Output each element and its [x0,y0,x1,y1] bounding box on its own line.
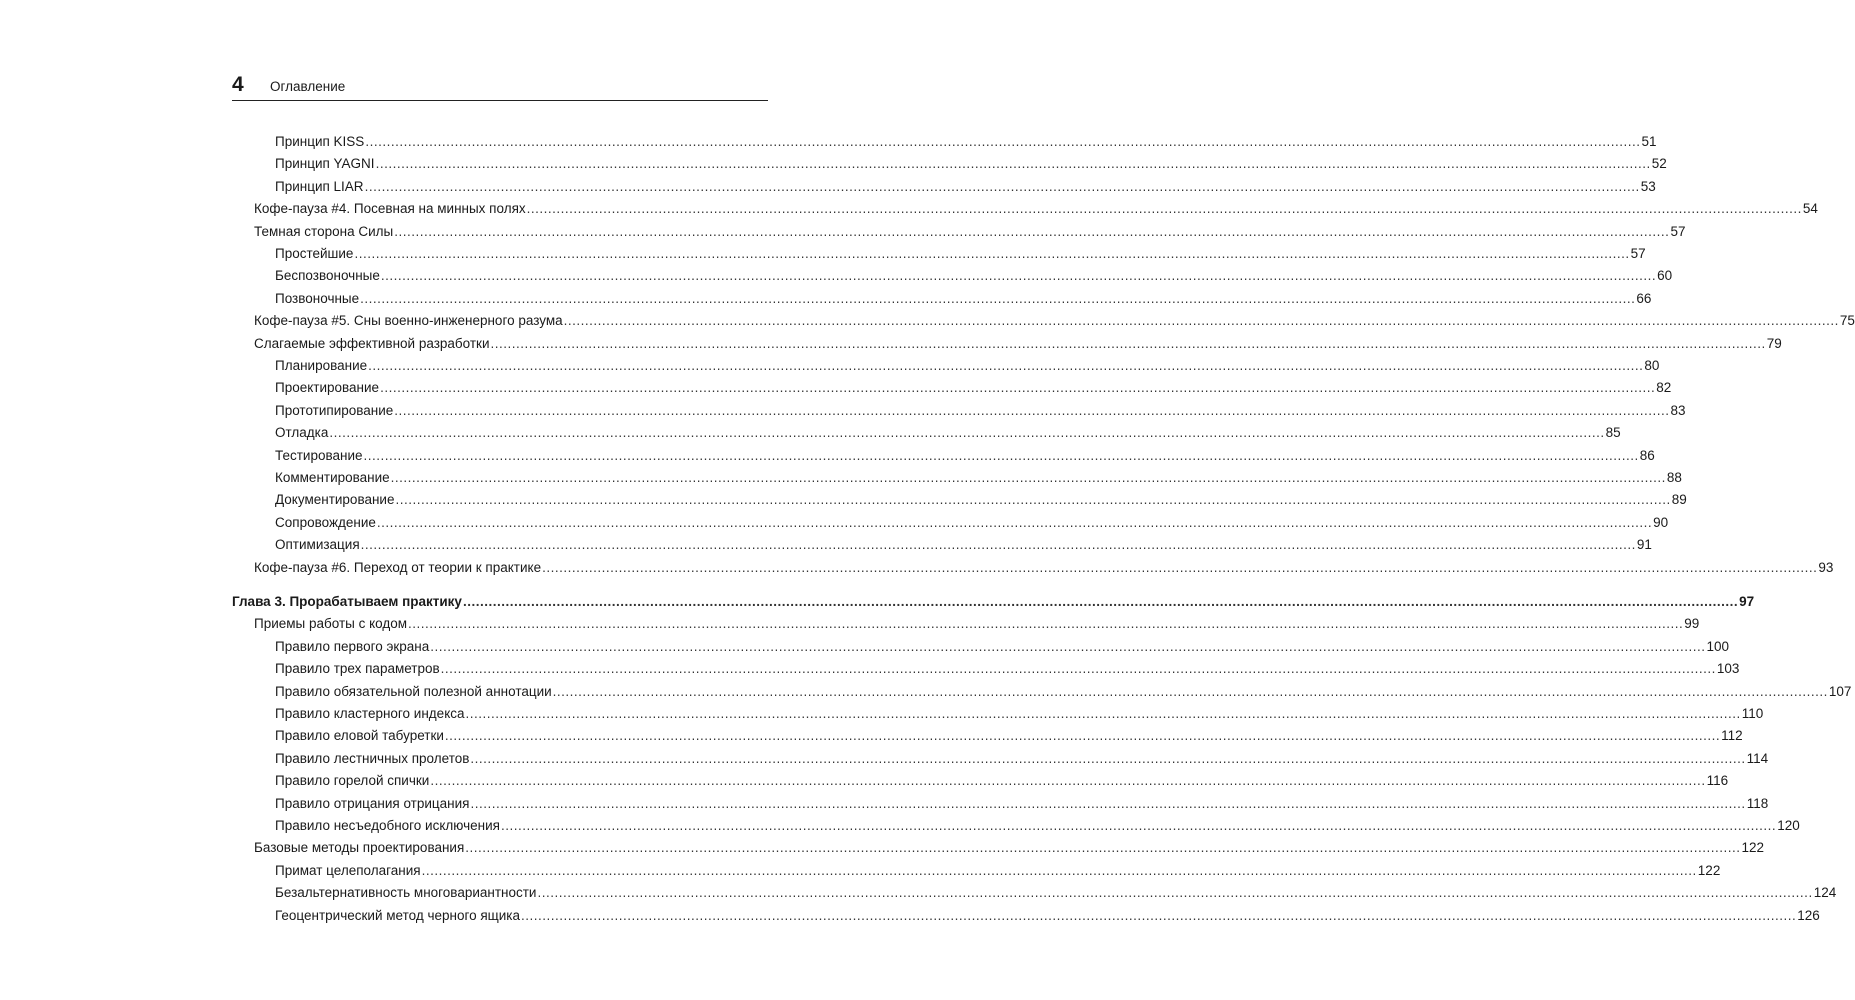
dot-leader: ............................................................................................................................................................................................................................................................................................................ [390,470,1666,485]
toc-entry-title: Кофе-пауза #6. Переход от теории к практике [254,559,542,575]
toc-entry-page: 79 [1766,335,1782,351]
dot-leader: ............................................................................................................................................................................................................................................................................................................ [380,380,1656,396]
toc-entry-title: Принцип LIAR [275,178,364,194]
dot-leader: ............................................................................................................................................................................................................................................................................................................ [408,616,1684,632]
toc-entry [254,200,1818,218]
toc-entry-title: Геоцентрический метод черного ящика [275,907,521,923]
toc-entry-title: Тестирование [275,447,363,463]
toc-entry-title: Глава 3. Прорабатываем практику [232,594,462,609]
toc-entry [275,862,1721,880]
toc-entry [275,469,1682,487]
toc-entry-title: Правило лестничных пролетов [275,750,470,766]
dot-leader: ............................................................................................................................................................................................................................................................................................................ [470,750,1746,766]
toc-entry [275,133,1657,151]
toc-entry-page: 112 [1721,728,1743,744]
toc-entry-page: 122 [1697,862,1721,878]
toc-entry-page: 107 [1828,683,1852,699]
dot-leader: ............................................................................................................................................................................................................................................................................................................ [394,402,1670,418]
dot-leader: ............................................................................................................................................................................................................................................................................................................ [552,683,1828,699]
toc-entry-page: 120 [1777,818,1800,833]
toc-entry-title: Кофе-пауза #4. Посевная на минных полях [254,201,526,217]
toc-entry-page: 75 [1839,313,1855,329]
dot-leader: ............................................................................................................................................................................................................................................................................................................ [465,706,1741,721]
toc-entry-page: 57 [1670,223,1686,239]
toc-entry-title: Прототипирование [275,402,394,418]
dot-leader: ............................................................................................................................................................................................................................................................................................................ [430,638,1706,654]
toc-entry-page: 60 [1657,268,1673,284]
toc-entry [275,750,1769,768]
toc-entry-page: 52 [1651,156,1667,172]
toc-entry-page: 51 [1641,134,1657,149]
dot-leader: ............................................................................................................................................................................................................................................................................................................ [526,201,1802,217]
toc-entry-title: Правило еловой табуретки [275,728,444,744]
toc-entry-title: Отладка [275,425,329,441]
toc-entry-title: Правило отрицания отрицания [275,795,470,811]
toc-entry [254,615,1700,633]
toc-entry [232,593,1755,611]
toc-entry-title: Беспозвоночные [275,268,380,284]
toc-entry-page: 83 [1670,402,1686,418]
toc-entry-title: Правило обязательной полезной аннотации [275,683,552,699]
toc-entry-title: Сопровождение [275,514,376,530]
toc-entry [275,817,1800,835]
toc-entry-title: Правило трех параметров [275,661,440,677]
toc-entry-page: 91 [1636,537,1652,553]
dot-leader: ............................................................................................................................................................................................................................................................................................................ [444,728,1721,744]
toc-entry [275,727,1743,745]
dot-leader: ............................................................................................................................................................................................................................................................................................................ [542,559,1818,575]
toc-entry-title: Безальтернативность многовариантности [275,885,537,901]
dot-leader: ............................................................................................................................................................................................................................................................................................................ [430,773,1706,789]
toc-entry-page: 57 [1630,246,1646,261]
toc-entry [275,424,1621,442]
toc-entry-page: 89 [1671,492,1687,508]
toc-entry [275,402,1686,420]
toc-entry-title: Правило первого экрана [275,638,430,654]
toc-entry [275,357,1660,375]
toc-entry-page: 124 [1813,885,1837,901]
dot-leader: ............................................................................................................................................................................................................................................................................................................ [360,537,1636,553]
dot-leader: ............................................................................................................................................................................................................................................................................................................ [462,594,1739,609]
toc-entry-title: Документирование [275,492,395,508]
toc-entry-title: Правило кластерного индекса [275,706,465,721]
toc-entry-page: 82 [1656,380,1672,396]
toc-entry-page: 54 [1802,201,1818,217]
toc-entry-page: 122 [1741,840,1765,856]
dot-leader: ............................................................................................................................................................................................................................................................................................................ [395,492,1671,508]
dot-leader: ............................................................................................................................................................................................................................................................................................................ [537,885,1813,901]
dot-leader: ............................................................................................................................................................................................................................................................................................................ [490,335,1766,351]
toc-entry [254,335,1782,353]
dot-leader: ............................................................................................................................................................................................................................................................................................................ [421,862,1697,878]
toc-entry-title: Принцип KISS [275,134,365,149]
dot-leader: ............................................................................................................................................................................................................................................................................................................ [521,907,1797,923]
toc-entry-page: 126 [1797,907,1820,923]
toc-entry-page: 80 [1644,358,1660,373]
toc-entry-page: 118 [1746,795,1769,811]
dot-leader: ............................................................................................................................................................................................................................................................................................................ [380,268,1657,284]
dot-leader: ............................................................................................................................................................................................................................................................................................................ [465,840,1741,856]
toc-entry [275,245,1646,263]
toc-entry [275,155,1667,173]
toc-entry-title: Примат целеполагания [275,862,421,878]
page-header [232,72,768,101]
toc-entry-title: Простейшие [275,246,354,261]
toc-entry [275,491,1687,509]
toc-entry-title: Правило горелой спички [275,773,430,789]
toc-entry-title: Принцип YAGNI [275,156,375,172]
dot-leader: ............................................................................................................................................................................................................................................................................................................ [360,290,1636,306]
toc-entry-page: 93 [1818,559,1834,575]
toc-entry-page: 66 [1636,290,1652,306]
toc-entry-page: 86 [1639,447,1655,463]
toc-entry-title: Оптимизация [275,537,360,553]
toc-entry [275,536,1652,554]
toc-entry-page: 90 [1653,514,1669,530]
toc-entry-title: Позвоночные [275,290,360,306]
toc-entry-page: 88 [1666,470,1682,485]
dot-leader: ............................................................................................................................................................................................................................................................................................................ [375,156,1651,172]
page-number: 4 [232,73,244,96]
dot-leader: ............................................................................................................................................................................................................................................................................................................ [354,246,1630,261]
toc-entry [275,795,1769,813]
toc-entry-title: Кофе-пауза #5. Сны военно-инженерного разума [254,313,563,329]
toc-entry [275,267,1673,285]
toc-entry [254,839,1765,857]
toc-entry-page: 110 [1741,706,1764,721]
toc-entry [275,884,1837,902]
dot-leader: ............................................................................................................................................................................................................................................................................................................ [563,313,1839,329]
toc-entry-page: 85 [1605,425,1621,441]
toc-entry-title: Планирование [275,358,368,373]
toc-entry [275,290,1652,308]
toc-entry-page: 97 [1739,594,1755,609]
toc-entry-page: 116 [1706,773,1729,789]
toc-entry [275,638,1730,656]
dot-leader: ............................................................................................................................................................................................................................................................................................................ [368,358,1644,373]
dot-leader: ............................................................................................................................................................................................................................................................................................................ [364,178,1640,194]
toc-entry [254,559,1834,577]
running-title: Оглавление [270,79,346,94]
toc-entry-title: Темная сторона Силы [254,223,394,239]
dot-leader: ............................................................................................................................................................................................................................................................................................................ [394,223,1670,239]
toc-entry-page: 53 [1640,178,1656,194]
toc-entry-page: 114 [1746,750,1769,766]
toc-entry-page: 100 [1706,638,1730,654]
toc-entry [275,447,1655,465]
toc-entry-title: Правило несъедобного исключения [275,818,500,833]
toc-entry [254,312,1855,330]
dot-leader: ............................................................................................................................................................................................................................................................................................................ [440,661,1716,677]
toc-entry-page: 99 [1684,616,1700,632]
dot-leader: ............................................................................................................................................................................................................................................................................................................ [329,425,1605,441]
dot-leader: ............................................................................................................................................................................................................................................................................................................ [365,134,1641,149]
toc-entry-title: Комментирование [275,470,390,485]
toc-entry-title: Слагаемые эффективной разработки [254,335,490,351]
toc-entry [275,772,1729,790]
dot-leader: ............................................................................................................................................................................................................................................................................................................ [363,447,1639,463]
toc-entry [275,705,1764,723]
toc-entry-title: Проектирование [275,380,380,396]
toc-entry [275,379,1672,397]
toc-entry-title: Приемы работы с кодом [254,616,408,632]
toc-entry-title: Базовые методы проектирования [254,840,465,856]
toc-entry-page: 103 [1716,661,1740,677]
dot-leader: ............................................................................................................................................................................................................................................................................................................ [500,818,1777,833]
toc-entry [275,660,1740,678]
toc-entry [275,683,1852,701]
toc-entry [275,178,1656,196]
toc-entry [254,223,1686,241]
dot-leader: ............................................................................................................................................................................................................................................................................................................ [376,514,1653,530]
toc-entry [275,514,1669,532]
dot-leader: ............................................................................................................................................................................................................................................................................................................ [470,795,1746,811]
toc-entry [275,907,1820,925]
